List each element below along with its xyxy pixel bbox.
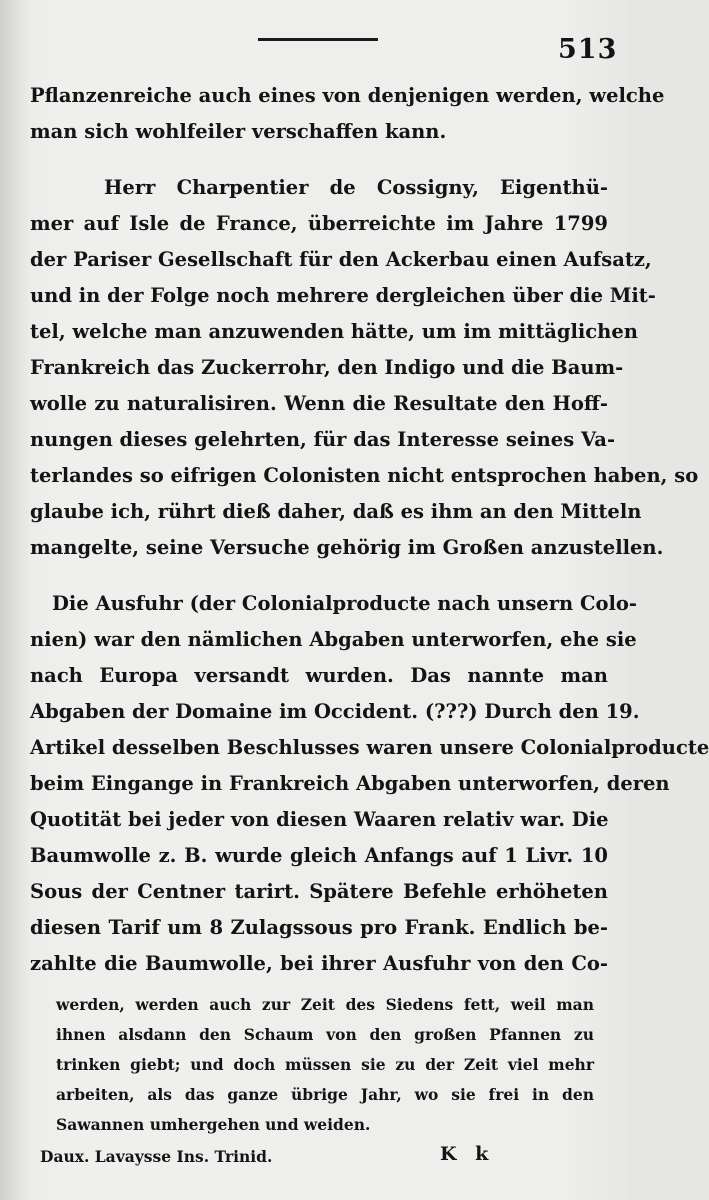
text-line: man sich wohlfeiler verschaffen kann. — [30, 120, 447, 143]
text-line: zahlte die Baumwolle, bei ihrer Ausfuhr von den Co- — [30, 952, 608, 975]
page-number: 513 — [558, 34, 618, 65]
text-line: diesen Tarif um 8 Zulagssous pro Frank. Endlich be- — [30, 916, 608, 939]
text-line: Baumwolle z. B. wurde gleich Anfangs auf 1 Livr. 10 — [30, 844, 608, 867]
footnote-line: werden, werden auch zur Zeit des Siedens fett, weil man — [56, 995, 594, 1014]
main-text — [30, 78, 709, 982]
text-line: beim Eingange in Frankreich Abgaben unterworfen, deren — [30, 772, 670, 795]
printer-signature: K k — [440, 1143, 495, 1165]
footnote-source: Daux. Lavaysse Ins. Trinid. — [40, 1147, 273, 1166]
footnote-line: ihnen alsdann den Schaum von den großen Pfannen zu — [56, 1025, 594, 1044]
text-line: tel, welche man anzuwenden hätte, um im mittäglichen — [30, 320, 638, 343]
text-line: und in der Folge noch mehrere dergleichen über die Mit- — [30, 284, 656, 307]
text-line: nungen dieses gelehrten, für das Interesse seines Va- — [30, 428, 616, 451]
footnote-line: arbeiten, als das ganze übrige Jahr, wo sie frei in den — [56, 1085, 594, 1104]
text-line: terlandes so eifrigen Colonisten nicht entsprochen haben, so — [30, 464, 699, 487]
text-line: glaube ich, rührt dieß daher, daß es ihm an den Mitteln — [30, 500, 642, 523]
text-line: Artikel desselben Beschlusses waren unsere Colonialproducte — [30, 736, 709, 759]
text-line: wolle zu naturalisiren. Wenn die Resultate den Hoff- — [30, 392, 608, 415]
footnote-line: trinken giebt; und doch müssen sie zu der Zeit viel mehr — [56, 1055, 594, 1074]
text-line: Sous der Centner tarirt. Spätere Befehle erhöheten — [30, 880, 608, 903]
footnote-line: Sawannen umhergehen und weiden. — [56, 1115, 371, 1134]
text-line: der Pariser Gesellschaft für den Ackerbau einen Aufsatz, — [30, 248, 652, 271]
text-line: nach Europa versandt wurden. Das nannte man — [30, 664, 608, 687]
text-line: nien) war den nämlichen Abgaben unterworfen, ehe sie — [30, 628, 637, 651]
text-line: Abgaben der Domaine im Occident. (???) Durch den 19. — [30, 700, 640, 723]
paragraph-start: Herr Charpentier de Cossigny, Eigenthü- — [104, 176, 608, 199]
footnote — [56, 990, 594, 1140]
paragraph-start: Die Ausfuhr (der Colonialproducte nach unsern Colo- — [52, 592, 637, 615]
text-line: Quotität bei jeder von diesen Waaren relativ war. Die — [30, 808, 609, 831]
text-line: mer auf Isle de France, überreichte im Jahre 1799 — [30, 212, 608, 235]
text-line: Frankreich das Zuckerrohr, den Indigo und die Baum- — [30, 356, 624, 379]
text-line: Pflanzenreiche auch eines von denjenigen werden, welche — [30, 84, 665, 107]
header-rule — [258, 38, 378, 41]
text-line: mangelte, seine Versuche gehörig im Großen anzustellen. — [30, 536, 664, 559]
